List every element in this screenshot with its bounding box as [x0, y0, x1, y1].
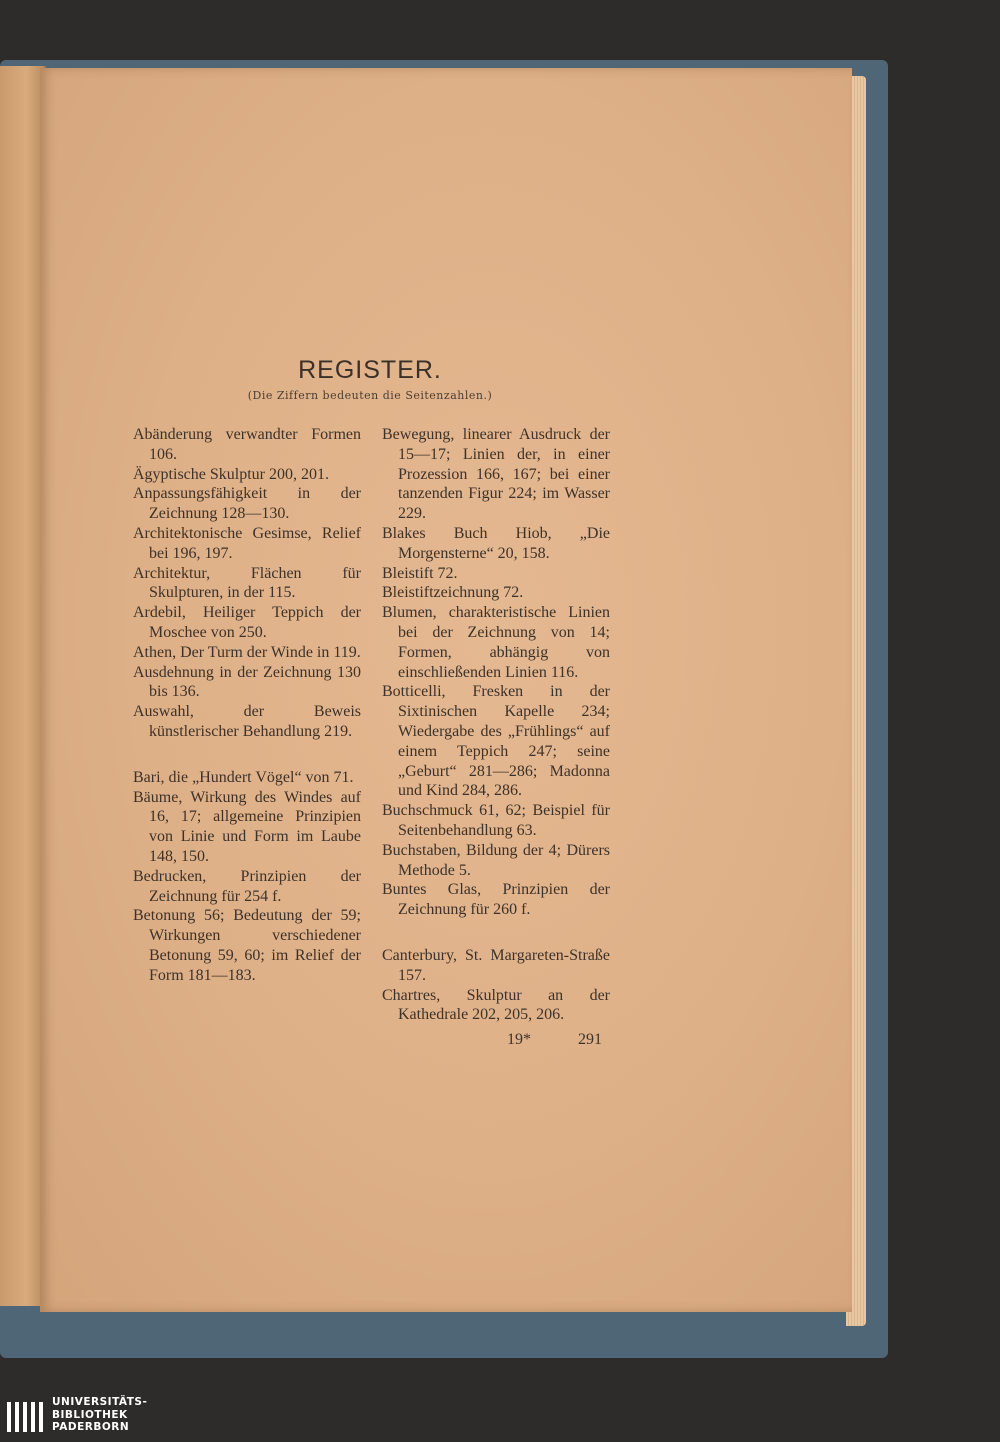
index-entry: Blakes Buch Hiob, „Die Morgensterne“ 20, 158.: [382, 524, 610, 562]
library-name-line: UNIVERSITÄTS-: [52, 1396, 148, 1408]
index-entry: Ägyptische Skulptur 200, 201.: [133, 465, 329, 483]
index-entry: Auswahl, der Beweis künstlerischer Behandlung 219.: [133, 703, 361, 740]
signature-mark: 19*: [507, 1031, 531, 1048]
index-entry: Chartres, Skulptur an der Kathedrale 202, 205, 206.: [382, 986, 610, 1024]
index-entry: Athen, Der Turm der Winde in 119.: [133, 643, 361, 661]
index-entry: Botticelli, Fresken in der Sixtinischen Kapelle 234; Wiedergabe des „Frühlings“ auf einem Teppich 247; seine „Geburt“ 281—286; Madonna und Kind 284, 286.: [382, 683, 610, 800]
library-logo: [0, 1392, 1000, 1442]
library-name-line: BIBLIOTHEK: [52, 1408, 128, 1421]
index-entry: Bäume, Wirkung des Windes auf 16, 17; allgemeine Prinzipien von Linie und Form im Laube 148, 150.: [133, 788, 361, 865]
index-column-right: [382, 425, 610, 1025]
index-entry: Buntes Glas, Prinzipien der Zeichnung für 260 f.: [382, 881, 610, 919]
page-number: 291: [578, 1031, 602, 1048]
letter-gap: [133, 742, 361, 768]
index-entry: Ardebil, Heiliger Teppich der Moschee von 250.: [133, 604, 361, 641]
page-subtitle: (Die Ziffern bedeuten die Seitenzahlen.): [247, 389, 493, 402]
index-entry: Ausdehnung in der Zeichnung 130 bis 136.: [133, 663, 361, 701]
index-entry: Abänderung verwandter Formen 106.: [133, 426, 361, 463]
library-bars-icon: [6, 1398, 44, 1436]
index-entry: Architektonische Gesimse, Relief bei 196, 197.: [133, 524, 361, 562]
index-entry: Bedrucken, Prinzipien der Zeichnung für 254 f.: [133, 867, 361, 905]
index-entry: Betonung 56; Bedeutung der 59; Wirkungen verschiedener Betonung 59, 60; im Relief der Form 181—183.: [133, 907, 361, 984]
letter-gap: [382, 920, 610, 946]
index-entry: Buchstaben, Bildung der 4; Dürers Methode 5.: [382, 841, 610, 879]
index-entry: Bleistift 72.: [382, 564, 458, 582]
index-entry: Bleistiftzeichnung 72.: [382, 584, 524, 602]
index-entry: Anpassungsfähigkeit in der Zeichnung 128—130.: [133, 485, 361, 523]
index-entry: Blumen, charakteristische Linien bei der Zeichnung von 14; Formen, abhängig von einschließenden Linien 116.: [382, 604, 610, 681]
library-name: [52, 1396, 147, 1434]
library-name-line: PADERBORN: [52, 1421, 130, 1433]
index-entry: Canterbury, St. Margareten-Straße 157.: [382, 946, 610, 984]
index-entry: Bewegung, linearer Ausdruck der 15—17; Linien der, in einer Prozession 166, 167; bei einer tanzenden Figur 224; im Wasser 229.: [382, 426, 610, 523]
index-entry: Buchschmuck 61, 62; Beispiel für Seitenbehandlung 63.: [382, 802, 610, 839]
index-column-left: [133, 425, 361, 986]
page-title: REGISTER.: [298, 356, 442, 384]
index-entry: Bari, die „Hundert Vögel“ von 71.: [133, 768, 354, 786]
index-entry: Architektur, Flächen für Skulpturen, in der 115.: [133, 564, 361, 602]
